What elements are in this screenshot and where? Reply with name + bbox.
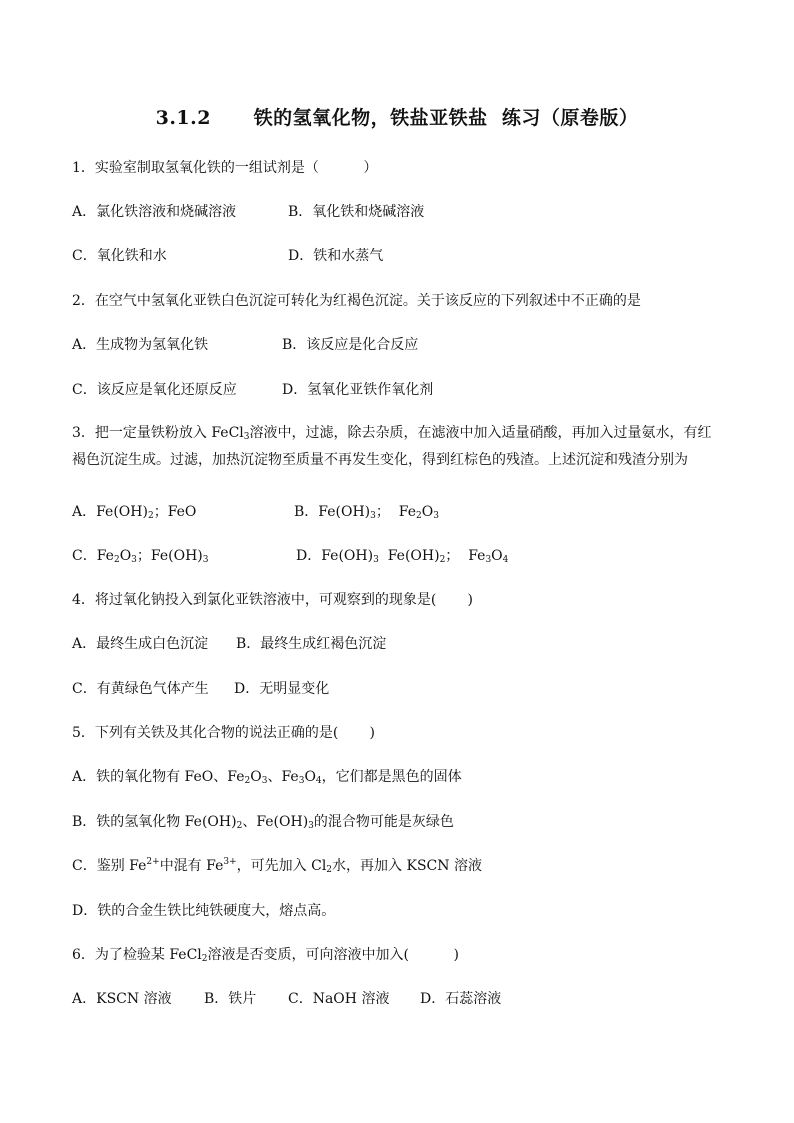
question-6-option-c: C．NaOH 溶液 [288,991,390,1007]
question-5-option-d: D．铁的合金生铁比纯铁硬度大，熔点高。 [72,903,336,919]
question-1-option-b: B．氧化铁和烧碱溶液 [288,204,425,220]
question-5-option-a: A．铁的氧化物有 FeO、$Fe_2O_3$、$Fe_3O_4$，它们都是黑色的固体 [72,769,462,786]
question-4-stem: 4．将过氧化钠投入到氯化亚铁溶液中，可观察到的现象是( ) [72,592,473,608]
question-2-option-c: C．该反应是氧化还原反应 [72,382,237,398]
question-1-option-d: D．铁和水蒸气 [288,248,384,264]
question-3-option-a: A．$Fe(OH)_2$；FeO [72,504,197,521]
question-6-stem: 6．为了检验某 FeCl$_2$溶液是否变质，可向溶液中加入( ) [72,947,459,964]
question-2-option-a: A．生成物为氢氧化铁 [72,337,209,353]
question-4-option-a: A．最终生成白色沉淀 [72,636,209,652]
question-2-option-d: D．氢氧化亚铁作氧化剂 [282,382,434,398]
page-title: 3.1.2 铁的氢氧化物，铁盐亚铁盐 练习（原卷版） [155,107,639,129]
question-6-option-d: D．石蕊溶液 [420,991,502,1007]
question-2-stem: 2．在空气中氢氧化亚铁白色沉淀可转化为红褐色沉淀。关于该反应的下列叙述中不正确的是 [72,293,641,309]
question-1-stem: 1．实验室制取氢氧化铁的一组试剂是（ ） [72,160,378,176]
question-3-option-c: C．$Fe_2O_3$；$Fe(OH)_3$ [72,548,209,565]
question-5-stem: 5．下列有关铁及其化合物的说法正确的是( ) [72,725,375,741]
question-6-option-b: B．铁片 [204,991,257,1007]
question-4-option-c: C．有黄绿色气体产生 [72,681,209,697]
question-1-option-c: C．氧化铁和水 [72,248,167,264]
question-4-option-d: D．无明显变化 [234,681,330,697]
question-5-option-c: C．鉴别 $Fe^{2+}$中混有 $Fe^{3+}$，可先加入 $Cl_2$水，再加入 KSCN 溶液 [72,857,482,875]
question-2-option-b: B．该反应是化合反应 [282,337,419,353]
question-5-option-b: B．铁的氢氧化物 $Fe(OH)_2$、$Fe(OH)_3$的混合物可能是灰绿色 [72,814,454,831]
question-6-option-a: A．KSCN 溶液 [72,991,172,1007]
question-3-option-b: B．$Fe(OH)_3$； $Fe_2O_3$ [294,504,439,521]
question-4-option-b: B．最终生成红褐色沉淀 [236,636,387,652]
question-3-stem: 3．把一定量铁粉放入 FeCl$_3$溶液中，过滤，除去杂质，在滤液中加入适量硝酸，再加入过量氨水，有红褐色沉淀生成。过滤，加热沉淀物至质量不再发生变化，得到红棕色的残渣。上述沉淀和残渣分别为 [72,425,712,468]
question-3-option-d: D．$Fe(OH)_3$ $Fe(OH)_2$； $Fe_3O_4$ [296,548,509,565]
question-1-option-a: A．氯化铁溶液和烧碱溶液 [72,204,237,220]
